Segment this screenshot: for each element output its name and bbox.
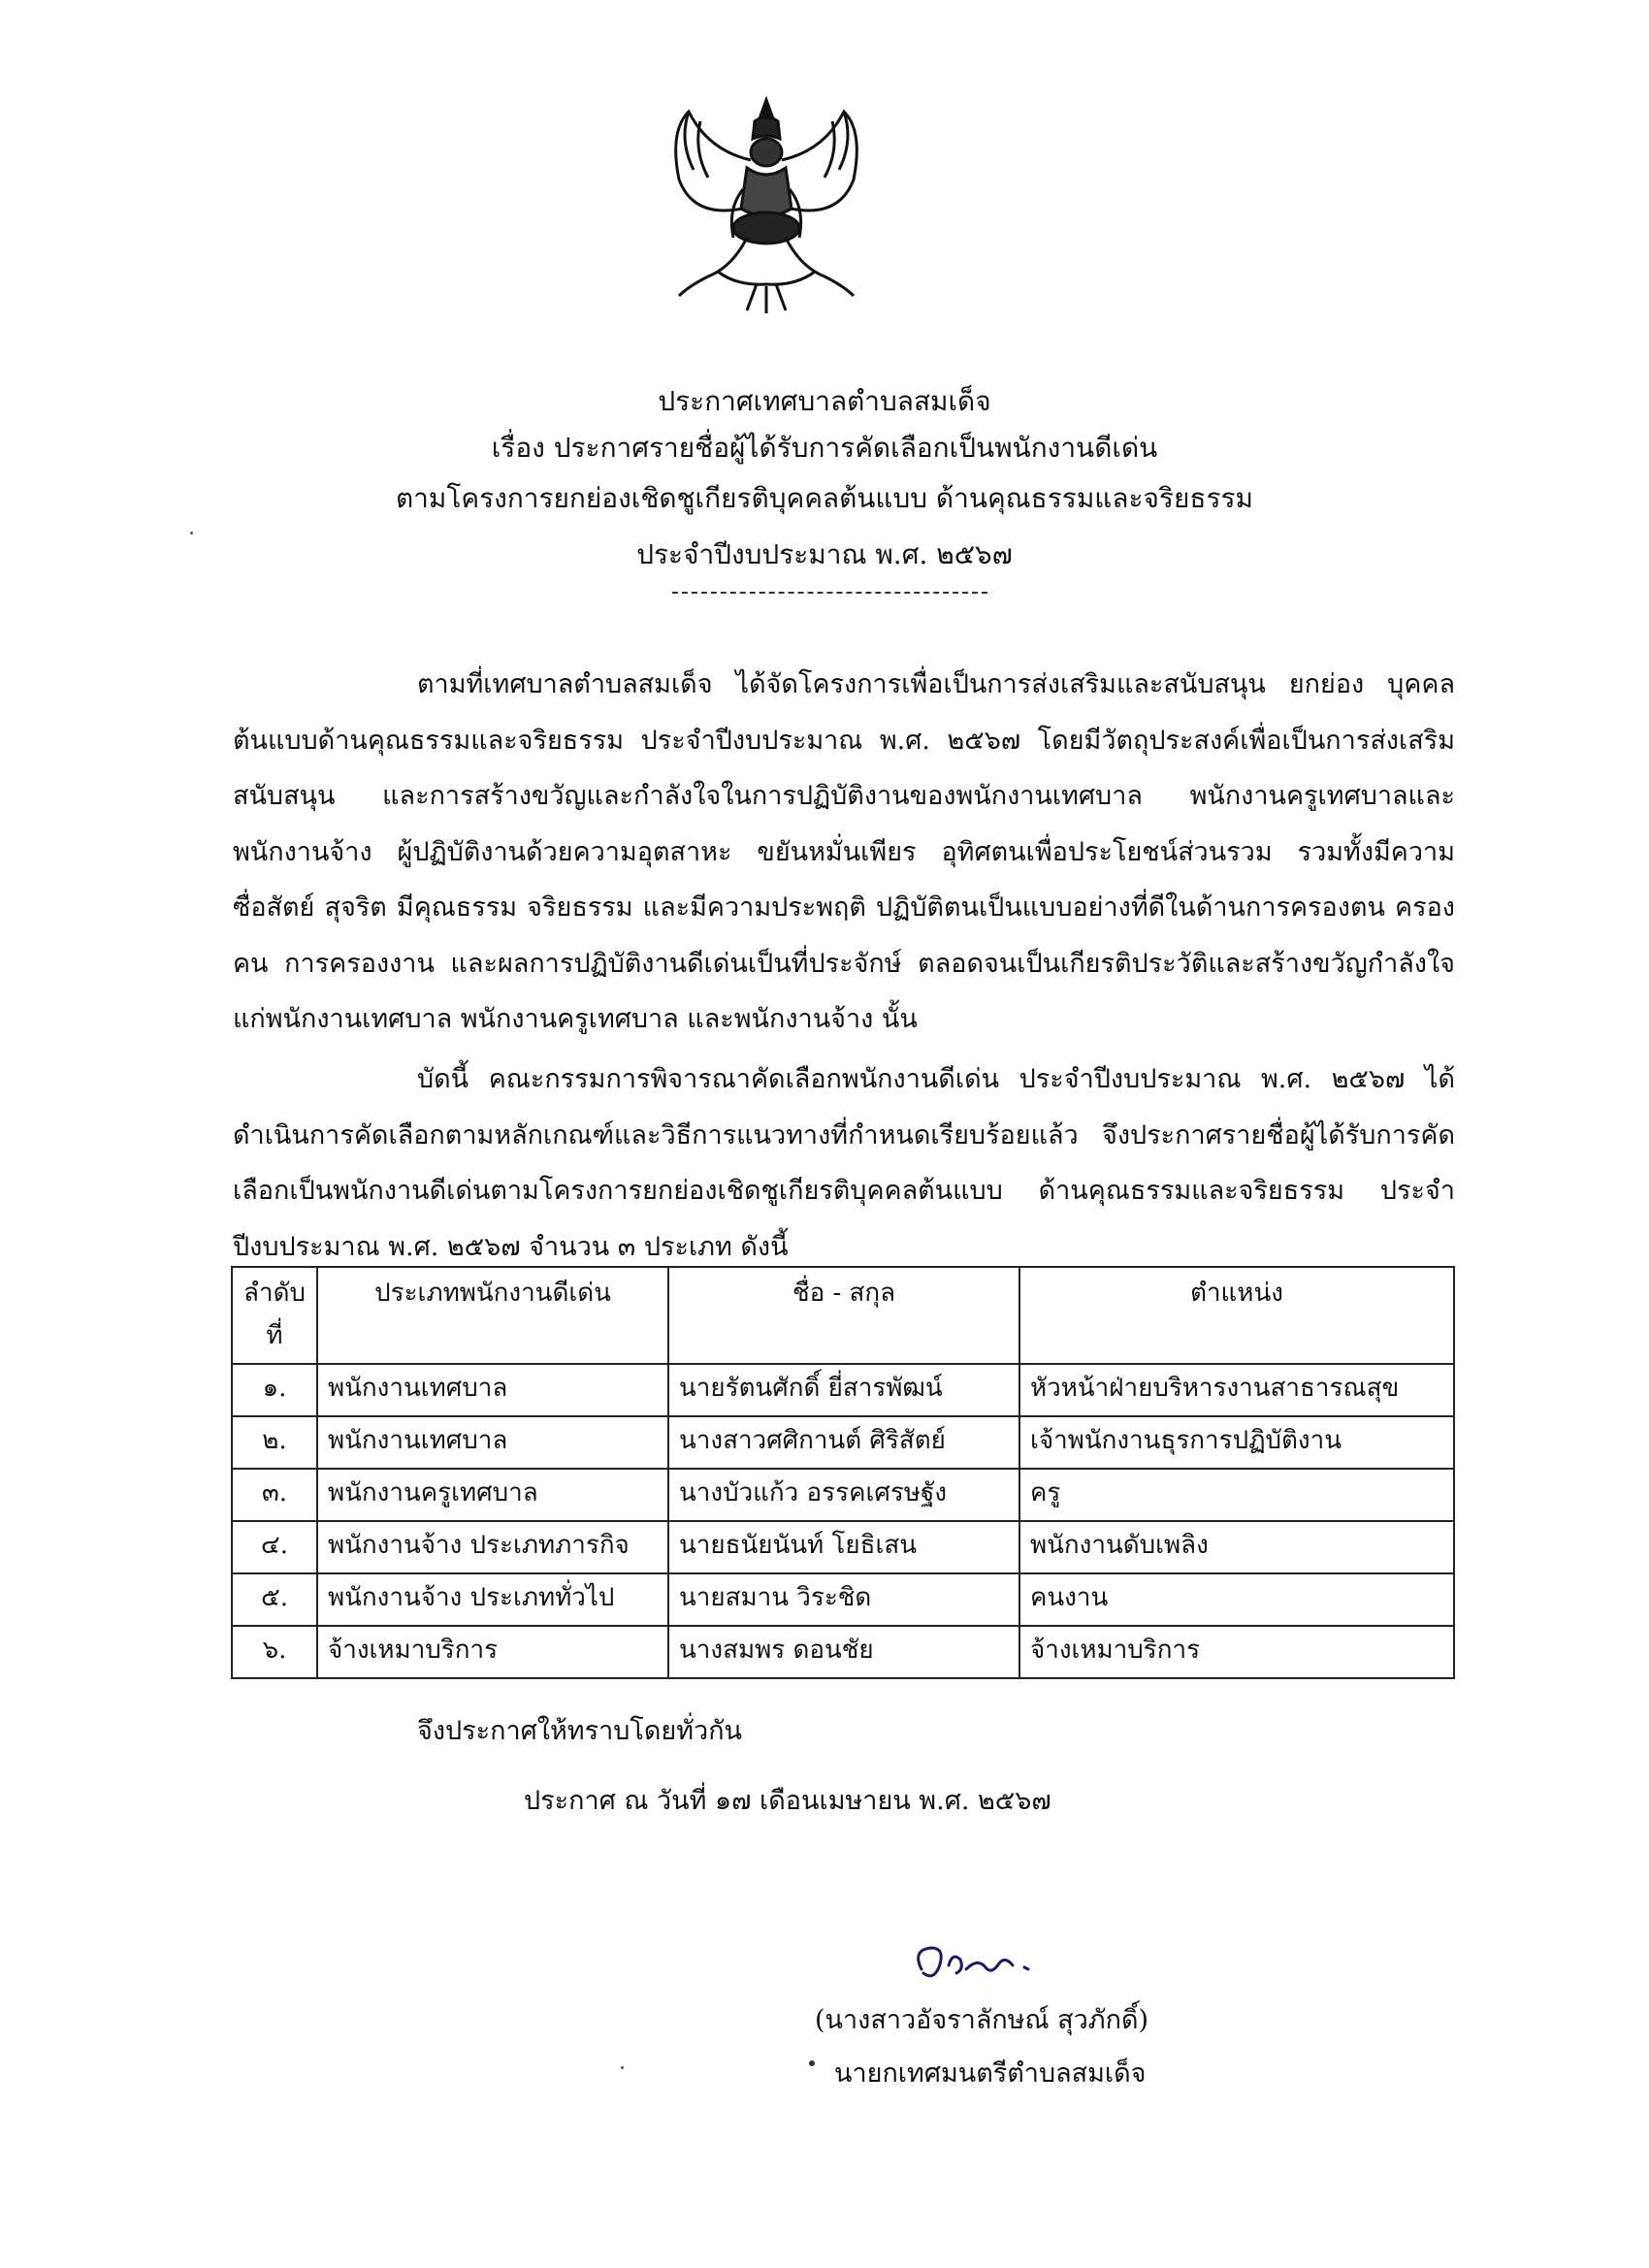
table-row — [232, 1469, 1454, 1521]
header-name: ชื่อ - สกุล — [668, 1267, 1019, 1364]
signer-name: (นางสาวอัจราลักษณ์ สุวภักดิ์) — [815, 2005, 1149, 2035]
row-order: ๖. — [232, 1626, 317, 1678]
row-order: ๒. — [232, 1416, 317, 1469]
table-header-row — [232, 1267, 1454, 1364]
row-category: พนักงานเทศบาล — [317, 1364, 668, 1416]
row-name: นางบัวแก้ว อรรคเศรษฐัง — [668, 1469, 1019, 1521]
header-position: ตำแหน่ง — [1019, 1267, 1454, 1364]
header-divider — [672, 592, 987, 594]
row-name: นางสาวศศิกานต์ ศิริสัตย์ — [668, 1416, 1019, 1469]
row-position: คนงาน — [1019, 1573, 1454, 1626]
closing-line: จึงประกาศให้ทราบโดยทั่วกัน — [417, 1716, 742, 1746]
paragraph-2-text: บัดนี้ คณะกรรมการพิจารณาคัดเลือกพนักงานดีเด่น ประจำปีงบประมาณ พ.ศ. ๒๕๖๗ ได้ดำเนินการคัดเลือกตามหลักเกณฑ์และวิธีการแนวทางที่กำหนดเรียบร้อยแล้ว จึงประกาศรายชื่อผู้ได้รับการคัดเลือกเป็นพนักงานดีเด่นตามโครงการยกย่องเชิดชูเกียรติบุคคลต้นแบบ ด้านคุณธรรมและจริยธรรม ประจำปีงบประมาณ พ.ศ. ๒๕๖๗ จำนวน ๓ ประเภท ดังนี้ — [233, 1064, 1455, 1262]
announcement-project: ตามโครงการยกย่องเชิดชูเกียรติบุคคลต้นแบบ ด้านคุณธรรมและจริยธรรม — [395, 482, 1254, 514]
table-row — [232, 1364, 1454, 1416]
row-position: พนักงานดับเพลิง — [1019, 1521, 1454, 1573]
row-position: หัวหน้าฝ่ายบริหารงานสาธารณสุข — [1019, 1364, 1454, 1416]
row-position: เจ้าพนักงานธุรการปฏิบัติงาน — [1019, 1416, 1454, 1469]
row-order: ๓. — [232, 1469, 317, 1521]
signer-title: นายกเทศมนตรีตำบลสมเด็จ — [834, 2058, 1147, 2089]
table-row — [232, 1521, 1454, 1573]
announcement-subject: เรื่อง ประกาศรายชื่อผู้ได้รับการคัดเลือกเป็นพนักงานดีเด่น — [491, 432, 1158, 464]
stray-mark — [809, 2060, 815, 2066]
header-category: ประเภทพนักงานดีเด่น — [317, 1267, 668, 1364]
row-position: ครู — [1019, 1469, 1454, 1521]
paragraph-1-text: ตามที่เทศบาลตำบลสมเด็จ ได้จัดโครงการเพื่อเป็นการส่งเสริมและสนับสนุน ยกย่อง บุคคลต้นแบบด้านคุณธรรมและจริยธรรม ประจำปีงบประมาณ พ.ศ. ๒๕๖๗ โดยมีวัตถุประสงค์เพื่อเป็นการส่งเสริมสนับสนุน และการสร้างขวัญและกำลังใจในการปฏิบัติงานของพนักงานเทศบาล พนักงานครูเทศบาลและพนักงานจ้าง ผู้ปฏิบัติงานด้วยความอุตสาหะ ขยันหมั่นเพียร อุทิศตนเพื่อประโยชน์ส่วนรวม รวมทั้งมีความซื่อสัตย์ สุจริต มีคุณธรรม จริยธรรม และมีความประพฤติ ปฏิบัติตนเป็นแบบอย่างที่ดีในด้านการครองตน ครองคน การครองงาน และผลการปฏิบัติงานดีเด่นเป็นที่ประจักษ์ ตลอดจนเป็นเกียรติประวัติและสร้างขวัญกำลังใจแก่พนักงานเทศบาล พนักงานครูเทศบาล และพนักงานจ้าง นั้น — [233, 669, 1455, 1034]
row-position: จ้างเหมาบริการ — [1019, 1626, 1454, 1678]
body-paragraph-2 — [233, 1052, 1455, 1275]
announcement-fiscal-year: ประจำปีงบประมาณ พ.ศ. ๒๕๖๗ — [636, 538, 1013, 570]
table-row — [232, 1626, 1454, 1678]
awardees-table — [231, 1266, 1455, 1679]
row-order: ๔. — [232, 1521, 317, 1573]
row-name: นางสมพร ดอนชัย — [668, 1626, 1019, 1678]
row-category: จ้างเหมาบริการ — [317, 1626, 668, 1678]
row-category: พนักงานจ้าง ประเภทภารกิจ — [317, 1521, 668, 1573]
handwritten-signature — [902, 1930, 1096, 1998]
table-row — [232, 1416, 1454, 1469]
announcement-date: ประกาศ ณ วันที่ ๑๗ เดือนเมษายน พ.ศ. ๒๕๖๗ — [524, 1786, 1051, 1816]
announcement-issuer: ประกาศเทศบาลตำบลสมเด็จ — [658, 385, 991, 417]
body-paragraph-1 — [233, 657, 1455, 1048]
scan-speck — [190, 532, 193, 535]
row-order: ๕. — [232, 1573, 317, 1626]
scan-speck — [621, 2066, 624, 2069]
row-order: ๑. — [232, 1364, 317, 1416]
row-category: พนักงานครูเทศบาล — [317, 1469, 668, 1521]
garuda-emblem-icon — [650, 92, 883, 315]
row-category: พนักงานจ้าง ประเภททั่วไป — [317, 1573, 668, 1626]
row-category: พนักงานเทศบาล — [317, 1416, 668, 1469]
header-order: ลำดับที่ — [232, 1267, 317, 1364]
row-name: นายสมาน วิระชิด — [668, 1573, 1019, 1626]
row-name: นายธนัยนันท์ โยธิเสน — [668, 1521, 1019, 1573]
row-name: นายรัตนศักดิ์ ยี่สารพัฒน์ — [668, 1364, 1019, 1416]
table-row — [232, 1573, 1454, 1626]
